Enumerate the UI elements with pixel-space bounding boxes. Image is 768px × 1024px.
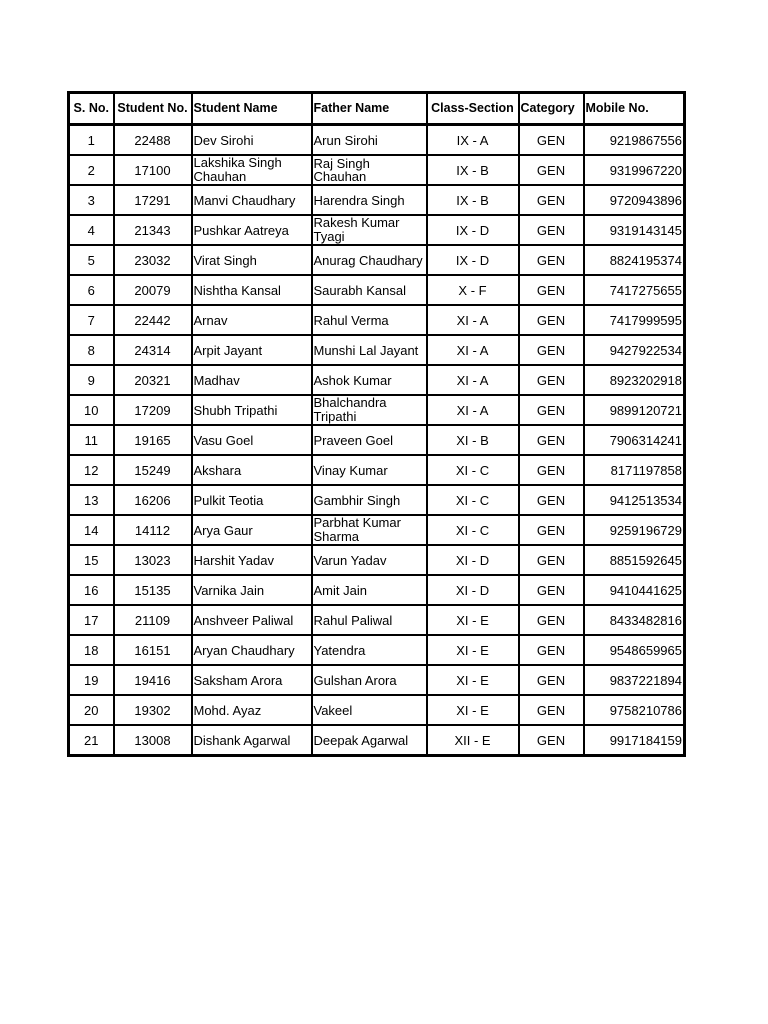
cell-student-no: 17209 [114, 395, 192, 425]
cell-student-no: 22442 [114, 305, 192, 335]
cell-student-name: Arya Gaur [192, 515, 312, 545]
cell-sno: 2 [69, 155, 114, 185]
cell-mobile: 9427922534 [584, 335, 685, 365]
cell-student-no: 19165 [114, 425, 192, 455]
cell-sno: 9 [69, 365, 114, 395]
cell-mobile: 9319967220 [584, 155, 685, 185]
cell-class-section: XI - B [427, 425, 519, 455]
cell-father-name: Ashok Kumar [312, 365, 427, 395]
header-class-section: Class-Section [427, 93, 519, 125]
cell-student-name: Dishank Agarwal [192, 725, 312, 756]
header-student-name: Student Name [192, 93, 312, 125]
cell-mobile: 9259196729 [584, 515, 685, 545]
cell-student-no: 19416 [114, 665, 192, 695]
cell-mobile: 9410441625 [584, 575, 685, 605]
cell-sno: 3 [69, 185, 114, 215]
cell-father-name: Arun Sirohi [312, 125, 427, 156]
cell-mobile: 9899120721 [584, 395, 685, 425]
cell-father-name: Rahul Paliwal [312, 605, 427, 635]
cell-category: GEN [519, 185, 584, 215]
cell-class-section: IX - B [427, 155, 519, 185]
cell-category: GEN [519, 695, 584, 725]
cell-mobile: 8824195374 [584, 245, 685, 275]
cell-student-name: Saksham Arora [192, 665, 312, 695]
cell-student-no: 16206 [114, 485, 192, 515]
cell-student-name: Virat Singh [192, 245, 312, 275]
cell-student-name: Aryan Chaudhary [192, 635, 312, 665]
cell-sno: 8 [69, 335, 114, 365]
table-row [69, 245, 685, 275]
cell-category: GEN [519, 125, 584, 156]
cell-student-name: Arnav [192, 305, 312, 335]
table-row [69, 275, 685, 305]
header-father-name: Father Name [312, 93, 427, 125]
cell-class-section: XI - D [427, 545, 519, 575]
cell-category: GEN [519, 245, 584, 275]
cell-class-section: IX - D [427, 215, 519, 245]
cell-category: GEN [519, 665, 584, 695]
header-sno: S. No. [69, 93, 114, 125]
cell-father-name: Vakeel [312, 695, 427, 725]
table-row [69, 155, 685, 185]
cell-sno: 17 [69, 605, 114, 635]
cell-class-section: XII - E [427, 725, 519, 756]
cell-father-name: Harendra Singh [312, 185, 427, 215]
cell-sno: 5 [69, 245, 114, 275]
cell-category: GEN [519, 335, 584, 365]
cell-class-section: X - F [427, 275, 519, 305]
table-row [69, 215, 685, 245]
cell-sno: 4 [69, 215, 114, 245]
cell-father-name: Yatendra [312, 635, 427, 665]
table-header [69, 93, 685, 125]
cell-father-name: Praveen Goel [312, 425, 427, 455]
cell-student-no: 17291 [114, 185, 192, 215]
cell-father-name: Varun Yadav [312, 545, 427, 575]
cell-student-no: 19302 [114, 695, 192, 725]
cell-student-name: Mohd. Ayaz [192, 695, 312, 725]
cell-class-section: XI - E [427, 695, 519, 725]
cell-sno: 16 [69, 575, 114, 605]
cell-category: GEN [519, 365, 584, 395]
table-row [69, 575, 685, 605]
cell-sno: 13 [69, 485, 114, 515]
cell-category: GEN [519, 155, 584, 185]
cell-father-name: Bhalchandra Tripathi [312, 395, 427, 425]
cell-class-section: XI - C [427, 455, 519, 485]
cell-student-name: Shubh Tripathi [192, 395, 312, 425]
table-row [69, 635, 685, 665]
cell-student-name: Arpit Jayant [192, 335, 312, 365]
cell-mobile: 9837221894 [584, 665, 685, 695]
cell-mobile: 9917184159 [584, 725, 685, 756]
cell-student-no: 14112 [114, 515, 192, 545]
cell-father-name: Amit Jain [312, 575, 427, 605]
cell-class-section: XI - E [427, 665, 519, 695]
cell-student-no: 21343 [114, 215, 192, 245]
cell-mobile: 7417275655 [584, 275, 685, 305]
cell-category: GEN [519, 215, 584, 245]
cell-category: GEN [519, 575, 584, 605]
cell-sno: 11 [69, 425, 114, 455]
cell-category: GEN [519, 485, 584, 515]
cell-father-name: Munshi Lal Jayant [312, 335, 427, 365]
table-row [69, 545, 685, 575]
cell-sno: 15 [69, 545, 114, 575]
cell-student-no: 24314 [114, 335, 192, 365]
cell-sno: 18 [69, 635, 114, 665]
table-row [69, 395, 685, 425]
cell-student-no: 13023 [114, 545, 192, 575]
cell-sno: 6 [69, 275, 114, 305]
cell-class-section: XI - E [427, 635, 519, 665]
cell-mobile: 8923202918 [584, 365, 685, 395]
cell-sno: 12 [69, 455, 114, 485]
student-table [67, 91, 686, 757]
table-row [69, 125, 685, 156]
cell-mobile: 9319143145 [584, 215, 685, 245]
table-row [69, 425, 685, 455]
cell-mobile: 7417999595 [584, 305, 685, 335]
cell-category: GEN [519, 455, 584, 485]
cell-father-name: Saurabh Kansal [312, 275, 427, 305]
cell-category: GEN [519, 395, 584, 425]
cell-class-section: XI - C [427, 515, 519, 545]
cell-category: GEN [519, 635, 584, 665]
cell-class-section: XI - D [427, 575, 519, 605]
cell-student-no: 15249 [114, 455, 192, 485]
cell-mobile: 9720943896 [584, 185, 685, 215]
cell-student-name: Harshit Yadav [192, 545, 312, 575]
cell-student-name: Lakshika Singh Chauhan [192, 155, 312, 185]
table-body [69, 125, 685, 756]
cell-class-section: XI - E [427, 605, 519, 635]
table-row [69, 695, 685, 725]
cell-mobile: 8171197858 [584, 455, 685, 485]
table-row [69, 725, 685, 756]
cell-mobile: 9758210786 [584, 695, 685, 725]
cell-mobile: 9548659965 [584, 635, 685, 665]
cell-class-section: XI - C [427, 485, 519, 515]
cell-class-section: XI - A [427, 305, 519, 335]
cell-sno: 1 [69, 125, 114, 156]
cell-class-section: XI - A [427, 395, 519, 425]
table-row [69, 665, 685, 695]
cell-student-no: 20321 [114, 365, 192, 395]
cell-sno: 10 [69, 395, 114, 425]
cell-mobile: 8433482816 [584, 605, 685, 635]
cell-father-name: Vinay Kumar [312, 455, 427, 485]
cell-class-section: IX - B [427, 185, 519, 215]
table-row [69, 605, 685, 635]
cell-father-name: Anurag Chaudhary [312, 245, 427, 275]
cell-father-name: Parbhat Kumar Sharma [312, 515, 427, 545]
cell-father-name: Rahul Verma [312, 305, 427, 335]
cell-student-no: 23032 [114, 245, 192, 275]
cell-sno: 7 [69, 305, 114, 335]
header-row [69, 93, 685, 125]
cell-category: GEN [519, 545, 584, 575]
cell-student-name: Varnika Jain [192, 575, 312, 605]
cell-category: GEN [519, 515, 584, 545]
cell-mobile: 7906314241 [584, 425, 685, 455]
cell-student-name: Nishtha Kansal [192, 275, 312, 305]
cell-sno: 14 [69, 515, 114, 545]
cell-category: GEN [519, 305, 584, 335]
cell-student-name: Pushkar Aatreya [192, 215, 312, 245]
cell-class-section: IX - D [427, 245, 519, 275]
cell-class-section: IX - A [427, 125, 519, 156]
table-row [69, 485, 685, 515]
cell-class-section: XI - A [427, 335, 519, 365]
cell-student-no: 21109 [114, 605, 192, 635]
table-row [69, 305, 685, 335]
table-row [69, 185, 685, 215]
cell-student-no: 13008 [114, 725, 192, 756]
cell-student-name: Anshveer Paliwal [192, 605, 312, 635]
table-row [69, 455, 685, 485]
table-row [69, 365, 685, 395]
cell-father-name: Rakesh Kumar Tyagi [312, 215, 427, 245]
cell-student-no: 16151 [114, 635, 192, 665]
cell-sno: 21 [69, 725, 114, 756]
cell-student-name: Pulkit Teotia [192, 485, 312, 515]
table-row [69, 335, 685, 365]
header-student-no: Student No. [114, 93, 192, 125]
cell-sno: 20 [69, 695, 114, 725]
cell-student-no: 15135 [114, 575, 192, 605]
cell-father-name: Raj Singh Chauhan [312, 155, 427, 185]
cell-sno: 19 [69, 665, 114, 695]
cell-student-name: Dev Sirohi [192, 125, 312, 156]
table-row [69, 515, 685, 545]
cell-class-section: XI - A [427, 365, 519, 395]
cell-mobile: 9219867556 [584, 125, 685, 156]
cell-student-name: Manvi Chaudhary [192, 185, 312, 215]
cell-student-no: 17100 [114, 155, 192, 185]
cell-mobile: 9412513534 [584, 485, 685, 515]
cell-student-no: 20079 [114, 275, 192, 305]
cell-mobile: 8851592645 [584, 545, 685, 575]
cell-category: GEN [519, 425, 584, 455]
cell-father-name: Gulshan Arora [312, 665, 427, 695]
cell-father-name: Gambhir Singh [312, 485, 427, 515]
cell-category: GEN [519, 275, 584, 305]
cell-student-name: Akshara [192, 455, 312, 485]
cell-category: GEN [519, 605, 584, 635]
header-mobile: Mobile No. [584, 93, 685, 125]
cell-student-no: 22488 [114, 125, 192, 156]
cell-category: GEN [519, 725, 584, 756]
cell-student-name: Vasu Goel [192, 425, 312, 455]
header-category: Category [519, 93, 584, 125]
cell-student-name: Madhav [192, 365, 312, 395]
cell-father-name: Deepak Agarwal [312, 725, 427, 756]
